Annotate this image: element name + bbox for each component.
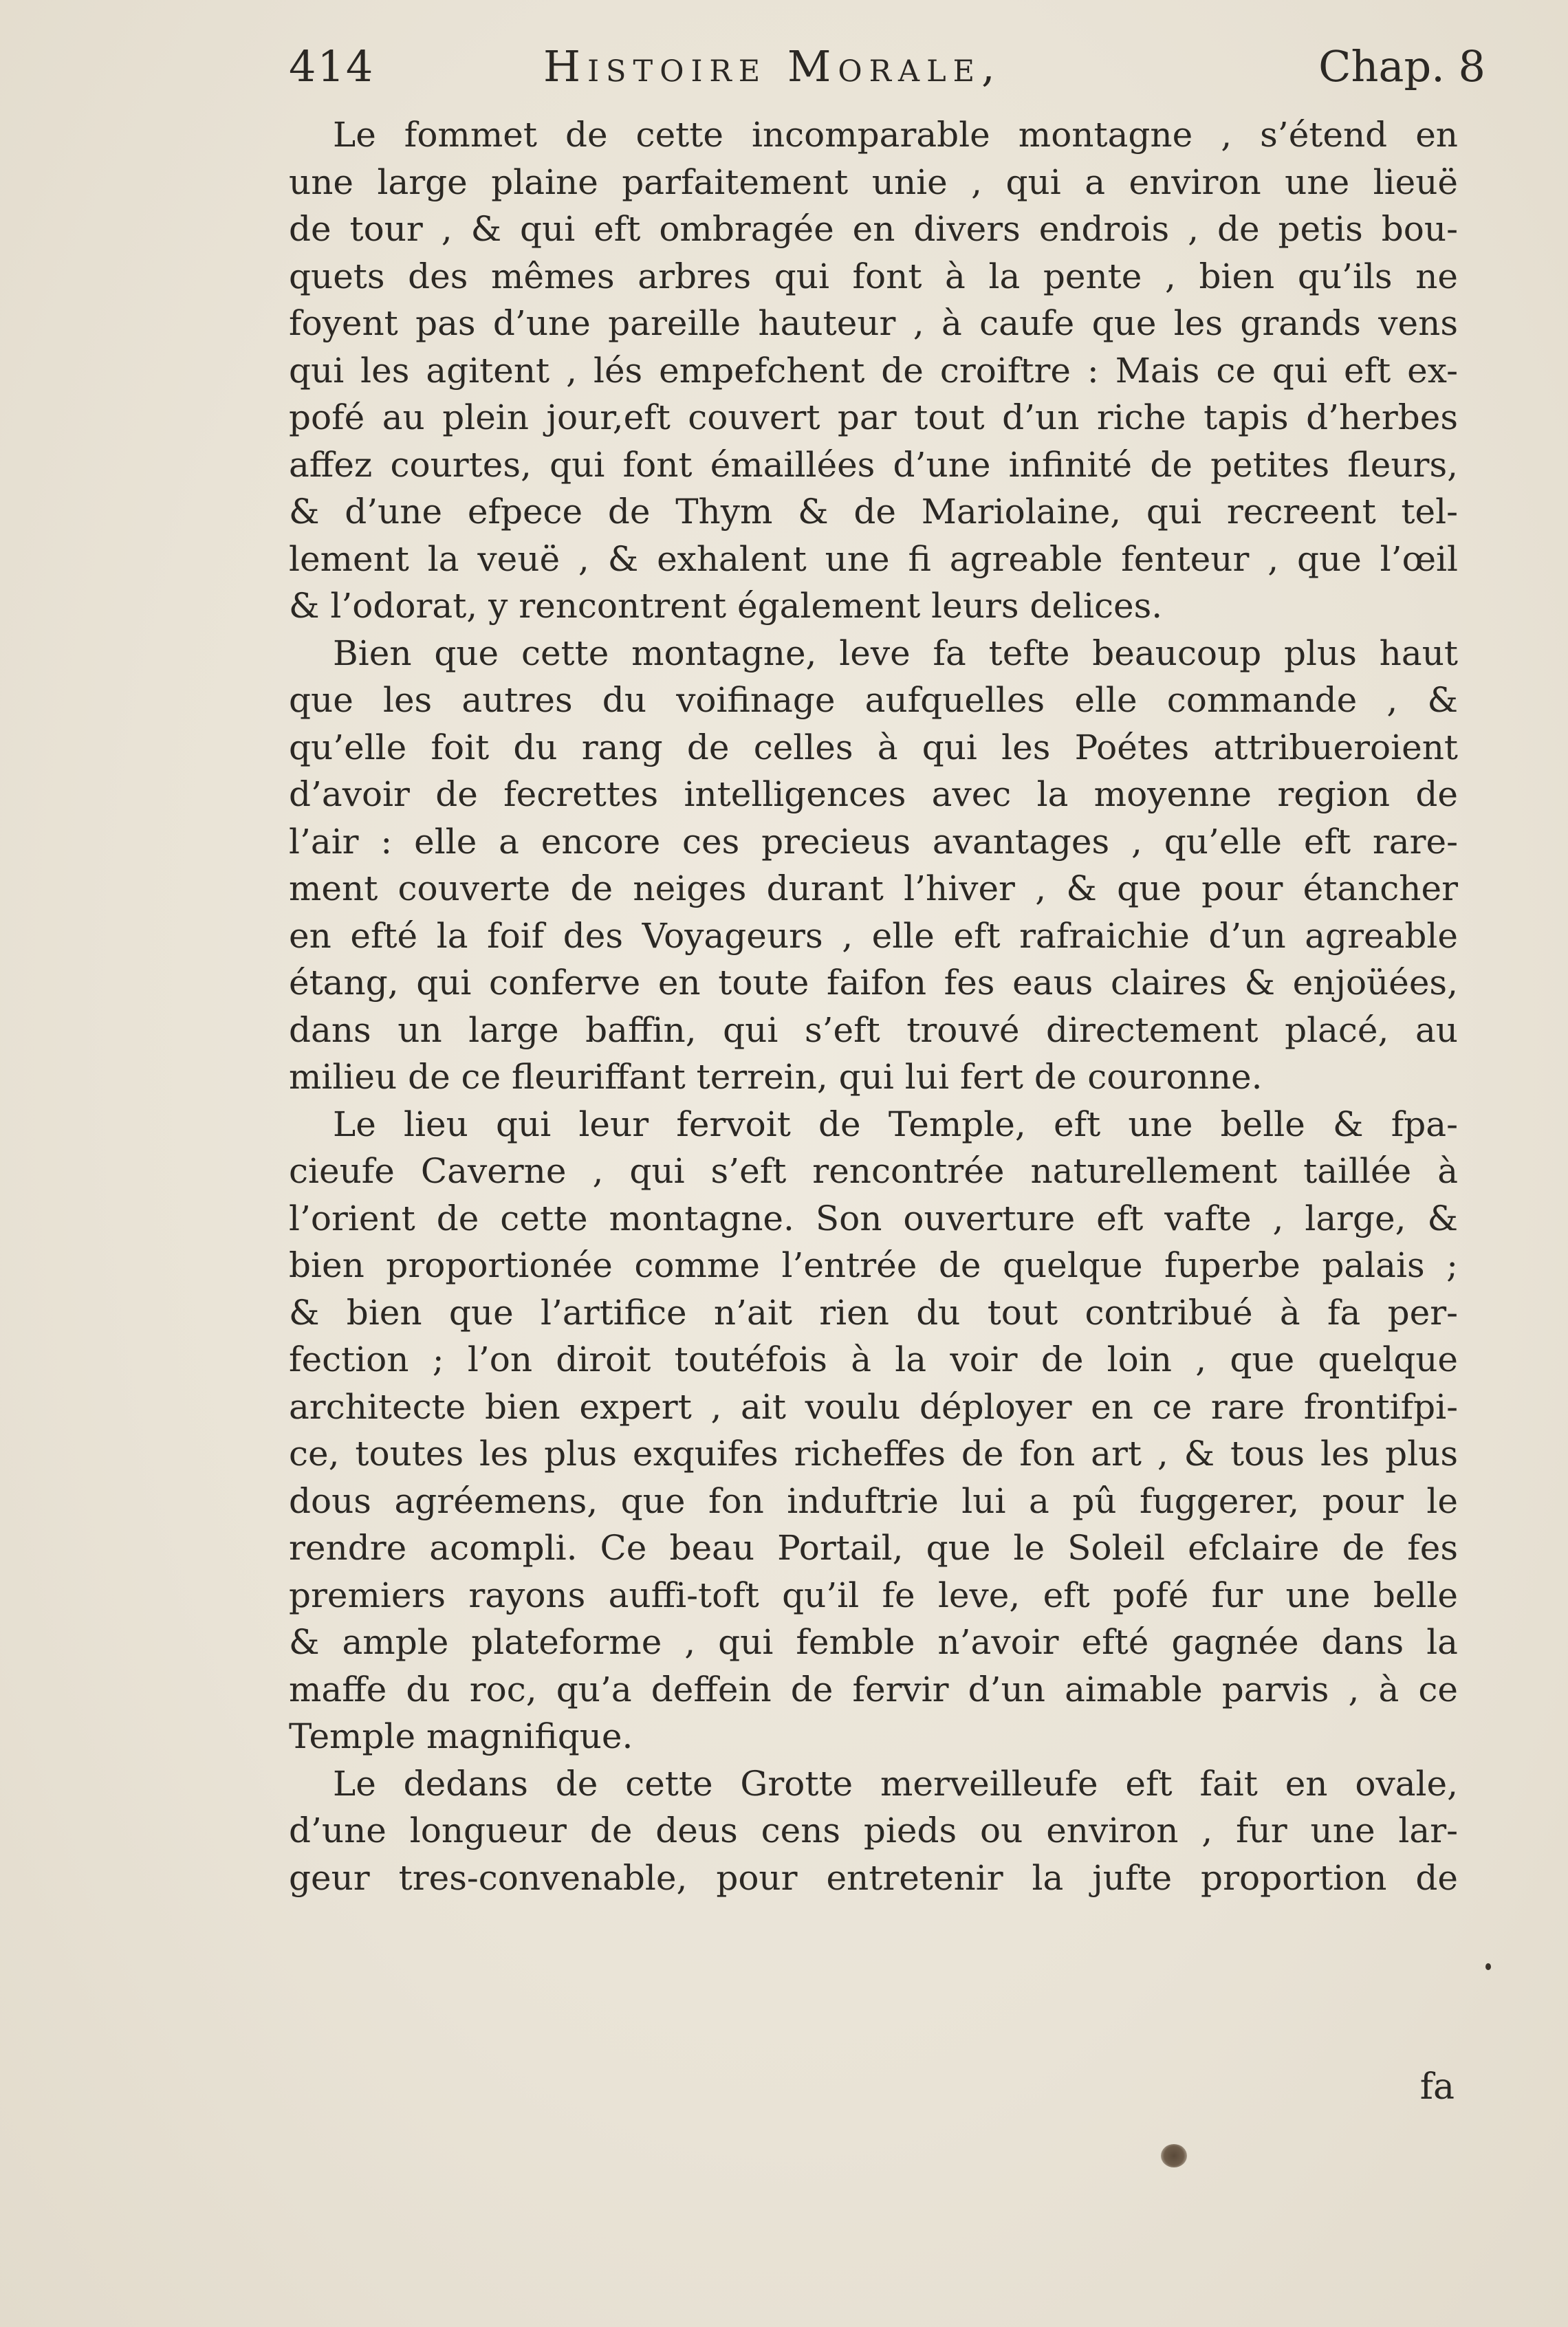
text-line: ment couverte de neiges durant l’hiver , & que pour étancher <box>289 868 1458 908</box>
text-line: étang, qui conferve en toute faifon fes eaus claires & enjoüées, <box>289 963 1458 1003</box>
text-line: Le fommet de cette incomparable montagne , s’étend en <box>333 115 1458 155</box>
text-line: qu’elle foit du rang de celles à qui les Poétes attribueroient <box>289 727 1458 767</box>
text-line: premiers rayons auffi-toft qu’il fe leve, eft pofé fur une belle <box>289 1575 1458 1615</box>
text-line: & l’odorat, y rencontrent également leurs delices. <box>289 586 1163 626</box>
text-line: que les autres du voifinage aufquelles elle commande , & <box>289 680 1458 720</box>
text-line: Le dedans de cette Grotte merveilleufe eft fait en ovale, <box>333 1763 1458 1804</box>
text-line: affez courtes, qui font émaillées d’une infinité de petites fleurs, <box>289 444 1458 485</box>
text-line: bien proportionée comme l’entrée de quelque fuperbe palais ; <box>289 1245 1458 1285</box>
text-line: fection ; l’on diroit toutéfois à la voir de loin , que quelque <box>289 1340 1458 1379</box>
text-line: foyent pas d’une pareille hauteur , à caufe que les grands vens <box>289 303 1458 343</box>
text-line: dans un large baffin, qui s’eft trouvé directement placé, au <box>289 1009 1458 1050</box>
text-line: dous agréemens, que fon induftrie lui a pû fuggerer, pour le <box>289 1481 1458 1521</box>
ink-blot <box>1161 2144 1187 2167</box>
text-line: milieu de ce fleuriffant terrein, qui lui fert de couronne. <box>289 1057 1263 1097</box>
running-title: Histoire Morale, <box>543 41 1002 91</box>
text-line: d’avoir de fecrettes intelligences avec la moyenne region de <box>289 774 1458 814</box>
text-line: & bien que l’artifice n’ait rien du tout contribué à fa per- <box>289 1292 1458 1333</box>
paper-speck <box>1485 1963 1491 1970</box>
text-line: & ample plateforme , qui femble n’avoir efté gagnée dans la <box>289 1622 1458 1662</box>
text-line: cieufe Caverne , qui s’eft rencontrée naturellement taillée à <box>289 1151 1458 1191</box>
text-line: Le lieu qui leur fervoit de Temple, eft une belle & fpa- <box>333 1104 1458 1144</box>
text-line: rendre acompli. Ce beau Portail, que le Soleil efclaire de fes <box>289 1528 1458 1568</box>
catchword: fa <box>1419 2066 1455 2108</box>
text-line: architecte bien expert , ait voulu déployer en ce rare frontifpi- <box>289 1386 1458 1427</box>
text-line: une large plaine parfaitement unie , qui a environ une lieuë <box>289 162 1458 202</box>
page-number: 414 <box>289 41 375 91</box>
text-line: geur tres-convenable, pour entretenir la jufte proportion de <box>289 1857 1458 1898</box>
text-line: de tour , & qui eft ombragée en divers endrois , de petis bou- <box>289 209 1458 249</box>
chapter-label: Chap. 8 <box>1318 41 1485 91</box>
text-line: Bien que cette montagne, leve fa tefte beaucoup plus haut <box>333 633 1458 673</box>
text-line: maffe du roc, qu’a deffein de fervir d’un aimable parvis , à ce <box>289 1669 1458 1709</box>
text-line: l’air : elle a encore ces precieus avantages , qu’elle eft rare- <box>289 821 1458 862</box>
text-line: quets des mêmes arbres qui font à la pente , bien qu’ils ne <box>289 256 1458 296</box>
text-line: lement la veuë , & exhalent une fi agreable fenteur , que l’œil <box>289 538 1458 579</box>
text-line: Temple magnifique. <box>289 1716 633 1756</box>
text-line: d’une longueur de deus cens pieds ou environ , fur une lar- <box>289 1811 1458 1850</box>
page-header <box>289 41 1485 103</box>
text-line: pofé au plein jour,eft couvert par tout d’un riche tapis d’herbes <box>289 397 1458 437</box>
text-line: & d’une efpece de Thym & de Mariolaine, qui recreent tel- <box>289 492 1458 532</box>
body-text <box>289 111 1458 1901</box>
text-line: ce, toutes les plus exquifes richeffes de fon art , & tous les plus <box>289 1434 1458 1474</box>
text-line: en efté la foif des Voyageurs , elle eft rafraichie d’un agreable <box>289 915 1458 956</box>
text-line: l’orient de cette montagne. Son ouverture eft vafte , large, & <box>289 1198 1458 1238</box>
text-line: qui les agitent , lés empefchent de croiftre : Mais ce qui eft ex- <box>289 350 1458 391</box>
